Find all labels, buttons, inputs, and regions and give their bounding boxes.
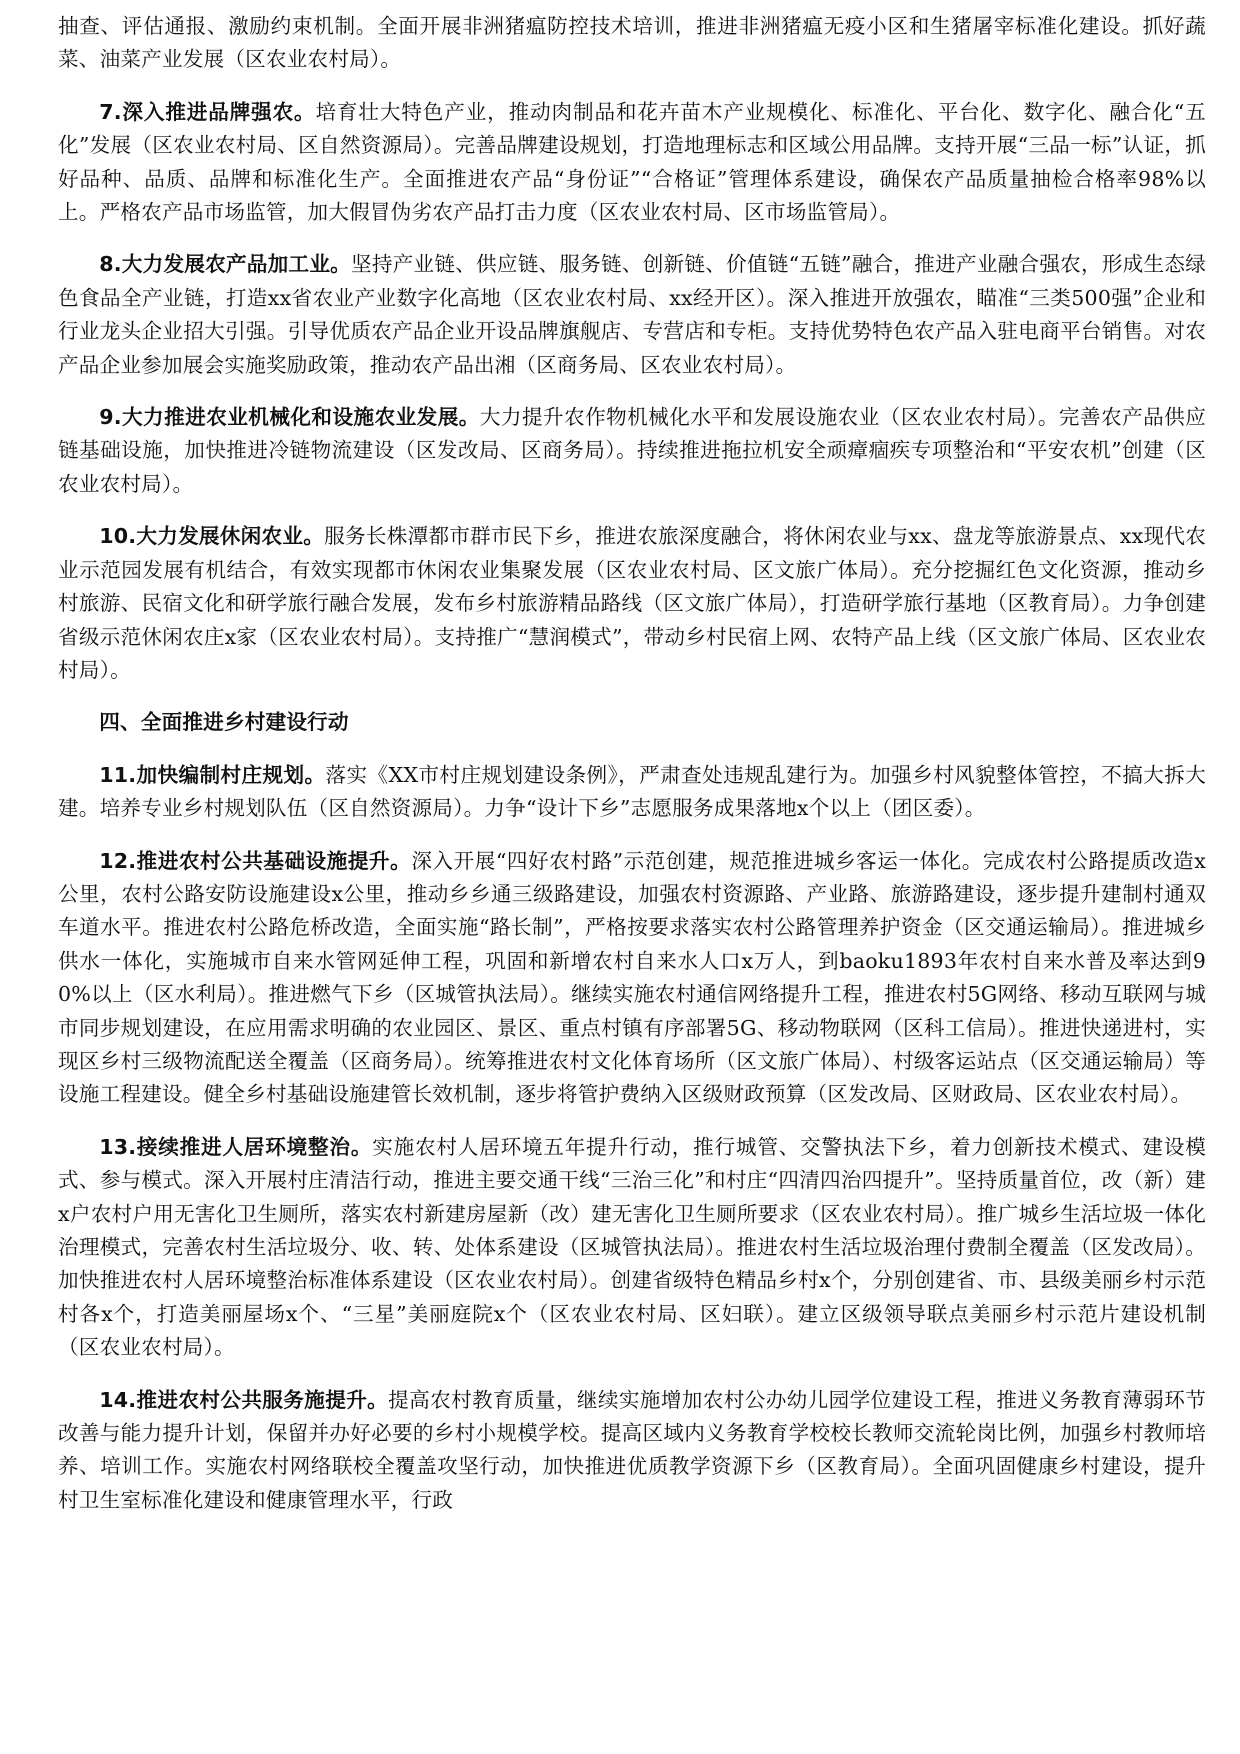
paragraph-lead: 12.推进农村公共基础设施提升。 <box>99 848 412 873</box>
paragraph-text: 实施农村人居环境五年提升行动，推行城管、交警执法下乡，着力创新技术模式、建设模式、参与模式。深入开展村庄清洁行动，推进主要交通干线“三治三化”和村庄“四清四治四提升”。坚持质量首位，改（新）建x户农村户用无害化卫生厕所，落实农村新建房屋新（改）建无害化卫生厕所要求（区农业农村局）。推广城乡生活垃圾一体化治理模式，完善农村生活垃圾分、收、转、处体系建设（区城管执法局）。推进农村生活垃圾治理付费制全覆盖（区发改局）。加快推进农村人居环境整治标准体系建设（区农业农村局）。创建省级特色精品乡村x个，分别创建省、市、县级美丽乡村示范村各x个，打造美丽屋场x个、“三星”美丽庭院x个（区农业农村局、区妇联）。建立区级领导联点美丽乡村示范片建设机制（区农业农村局）。 <box>58 1134 1207 1360</box>
paragraph-lead: 8.大力发展农产品加工业。 <box>99 252 351 277</box>
paragraph-item-11 <box>58 759 1206 826</box>
paragraph-lead: 7.深入推进品牌强农。 <box>99 99 316 124</box>
paragraph-item-8 <box>58 248 1206 382</box>
paragraph-lead: 11.加快编制村庄规划。 <box>99 762 326 787</box>
paragraph-text: 大力提升农作物机械化水平和发展设施农业（区农业农村局）。完善农产品供应链基础设施，加快推进冷链物流建设（区发改局、区商务局）。持续推进拖拉机安全顽瘴痼疾专项整治和“平安农机”创建（区农业农村局）。 <box>58 405 1207 496</box>
paragraph-lead: 9.大力推进农业机械化和设施农业发展。 <box>99 405 480 430</box>
paragraph-item-7 <box>58 96 1206 230</box>
paragraph-item-10 <box>58 520 1206 687</box>
paragraph-lead: 10.大力发展休闲农业。 <box>99 524 325 549</box>
paragraph-text: 深入开展“四好农村路”示范创建，规范推进城乡客运一体化。完成农村公路提质改造x公里，农村公路安防设施建设x公里，推动乡乡通三级路建设，加强农村资源路、产业路、旅游路建设，逐步提升建制村通双车道水平。推进农村公路危桥改造，全面实施“路长制”，严格按要求落实农村公路管理养护资金（区交通运输局）。推进城乡供水一体化，实施城市自来水管网延伸工程，巩固和新增农村自来水人口x万人，到baoku1893年农村自来水普及率达到90%以上（区水利局）。推进燃气下乡（区城管执法局）。继续实施农村通信网络提升工程，推进农村5G网络、移动互联网与城市同步规划建设，在应用需求明确的农业园区、景区、重点村镇有序部署5G、移动物联网（区科工信局）。推进快递进村，实现区乡村三级物流配送全覆盖（区商务局）。统筹推进农村文化体育场所（区文旅广体局）、村级客运站点（区交通运输局）等设施工程建设。健全乡村基础设施建管长效机制，逐步将管护费纳入区级财政预算（区发改局、区财政局、区农业农村局）。 <box>58 848 1207 1107</box>
paragraph-item-12 <box>58 845 1206 1112</box>
paragraph-item-14 <box>58 1384 1206 1518</box>
paragraph-text: 落实《XX市村庄规划建设条例》，严肃查处违规乱建行为。加强乡村风貌整体管控，不搞大拆大建。培养专业乡村规划队伍（区自然资源局）。力争“设计下乡”志愿服务成果落地x个以上（团区委）。 <box>58 762 1206 821</box>
paragraph-text: 培育壮大特色产业，推动肉制品和花卉苗木产业规模化、标准化、平台化、数字化、融合化“五化”发展（区农业农村局、区自然资源局）。完善品牌建设规划，打造地理标志和区域公用品牌。支持开展“三品一标”认证，抓好品种、品质、品牌和标准化生产。全面推进农产品“身份证”“合格证”管理体系建设，确保农产品质量抽检合格率98%以上。严格农产品市场监管，加大假冒伪劣农产品打击力度（区农业农村局、区市场监管局）。 <box>58 99 1206 225</box>
paragraph-lead: 14.推进农村公共服务施提升。 <box>99 1387 389 1412</box>
paragraph-continuation <box>58 10 1206 77</box>
paragraph-text: 抽查、评估通报、激励约束机制。全面开展非洲猪瘟防控技术培训，推进非洲猪瘟无疫小区和生猪屠宰标准化建设。抓好蔬菜、油菜产业发展（区农业农村局）。 <box>58 14 1206 72</box>
paragraph-item-9 <box>58 401 1206 501</box>
paragraph-text: 服务长株潭都市群市民下乡，推进农旅深度融合，将休闲农业与xx、盘龙等旅游景点、xx现代农业示范园发展有机结合，有效实现都市休闲农业集聚发展（区农业农村局、区文旅广体局）。充分挖掘红色文化资源，推动乡村旅游、民宿文化和研学旅行融合发展，发布乡村旅游精品路线（区文旅广体局），打造研学旅行基地（区教育局）。力争创建省级示范休闲农庄x家（区农业农村局）。支持推广“慧润模式”，带动乡村民宿上网、农特产品上线（区文旅广体局、区农业农村局）。 <box>58 524 1206 682</box>
paragraph-lead: 13.接续推进人居环境整治。 <box>99 1134 373 1159</box>
paragraph-text: 坚持产业链、供应链、服务链、创新链、价值链“五链”融合，推进产业融合强农，形成生态绿色食品全产业链，打造xx省农业产业数字化高地（区农业农村局、xx经开区）。深入推进开放强农，瞄准“三类500强”企业和行业龙头企业招大引强。引导优质农产品企业开设品牌旗舰店、专营店和专柜。支持优势特色农产品入驻电商平台销售。对农产品企业参加展会实施奖励政策，推动农产品出湘（区商务局、区农业农村局）。 <box>58 252 1206 377</box>
paragraph-item-13 <box>58 1131 1206 1365</box>
document-page <box>58 10 1206 1536</box>
paragraph-text: 提高农村教育质量，继续实施增加农村公办幼儿园学位建设工程，推进义务教育薄弱环节改善与能力提升计划，保留并办好必要的乡村小规模学校。提高区域内义务教育学校校长教师交流轮岗比例，加强乡村教师培养、培训工作。实施农村网络联校全覆盖攻坚行动，加快推进优质教学资源下乡（区教育局）。全面巩固健康乡村建设，提升村卫生室标准化建设和健康管理水平，行政 <box>58 1387 1207 1512</box>
section-heading: 四、全面推进乡村建设行动 <box>99 710 349 735</box>
